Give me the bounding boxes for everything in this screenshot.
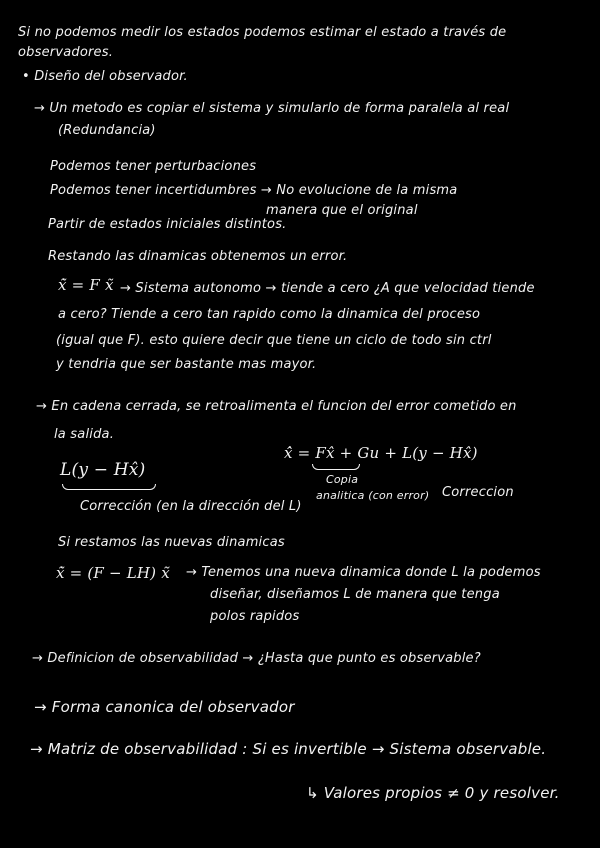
note-line-20: Corrección (en la dirección del L) — [80, 499, 302, 514]
correction-term: L(y − Hx̂) — [60, 460, 146, 480]
label-copia: Copia — [326, 473, 359, 486]
note-line-14: y tendria que ser bastante mas mayor. — [56, 357, 317, 372]
note-line-26: → Forma canonica del observador — [34, 698, 295, 716]
note-line-11: → Sistema autonomo → tiende a cero ¿A que velocidad tiende — [120, 281, 535, 296]
note-line-27: → Matriz de observabilidad : Si es invertible → Sistema observable. — [30, 740, 547, 758]
note-line-9: Partir de estados iniciales distintos. — [48, 217, 287, 232]
note-line-5: (Redundancia) — [58, 123, 156, 138]
note-line-15: → En cadena cerrada, se retroalimenta el funcion del error cometido en — [36, 399, 517, 414]
label-correccion: Correccion — [442, 485, 514, 500]
note-line-13: (igual que F). esto quiere decir que tiene un ciclo de todo sin ctrl — [56, 333, 492, 348]
note-line-16: la salida. — [54, 427, 115, 442]
underbrace-correccion — [62, 484, 156, 490]
note-line-8: manera que el original — [266, 203, 418, 218]
note-line-21: Si restamos las nuevas dinamicas — [58, 535, 285, 550]
observer-equation: x̂̇ = Fx̂ + Gu + L(y − Hx̂) — [284, 444, 478, 462]
label-analitica: analitica (con error) — [316, 489, 430, 502]
section-heading-diseno: • Diseño del observador. — [22, 69, 188, 84]
note-line-12: a cero? Tiende a cero tan rapido como la dinamica del proceso — [58, 307, 481, 322]
note-line-7: Podemos tener incertidumbres → No evolucione de la misma — [50, 183, 458, 198]
underbrace-copia — [312, 464, 360, 470]
note-line-1: Si no podemos medir los estados podemos estimar el estado a través de — [18, 25, 507, 40]
note-line-4: → Un metodo es copiar el sistema y simularlo de forma paralela al real — [34, 101, 510, 116]
note-line-28: ↳ Valores propios ≠ 0 y resolver. — [306, 784, 560, 802]
note-line-22: → Tenemos una nueva dinamica donde L la podemos — [186, 565, 541, 580]
note-line-24: polos rapidos — [210, 609, 300, 624]
note-line-6: Podemos tener perturbaciones — [50, 159, 257, 174]
new-error-dynamics-equation: x̃̇ = (F − LH) x̃ — [56, 564, 170, 582]
note-line-23: diseñar, diseñamos L de manera que tenga — [210, 587, 500, 602]
note-line-2: observadores. — [18, 45, 114, 60]
note-line-25: → Definicion de observabilidad → ¿Hasta que punto es observable? — [32, 651, 481, 666]
note-line-10: Restando las dinamicas obtenemos un error. — [48, 249, 348, 264]
error-dynamics-equation: x̃̇ = F x̃ — [58, 276, 114, 294]
